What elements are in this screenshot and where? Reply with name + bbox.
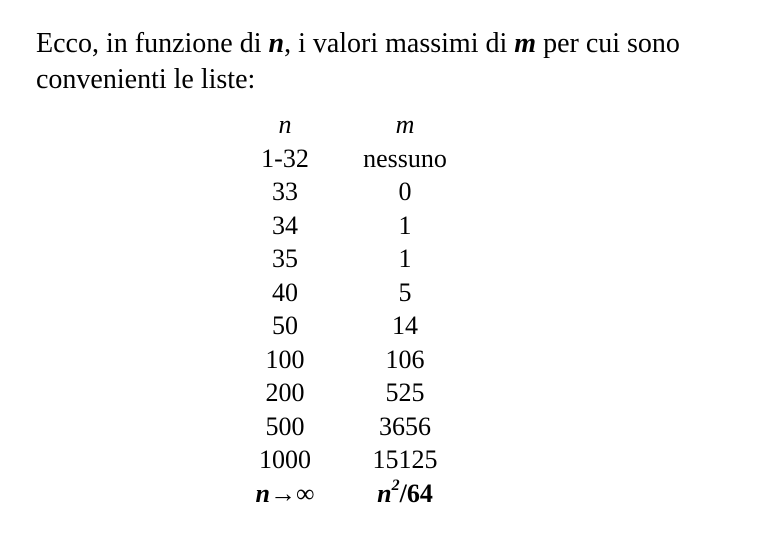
column-n [235, 108, 335, 510]
cell-m-limit [345, 477, 465, 511]
limit-arrow-infinity: →∞ [269, 478, 315, 508]
cell-m-7: 525 [385, 378, 425, 407]
limit-m-rest: /64 [399, 478, 433, 508]
cell-m-1: 0 [398, 177, 412, 206]
cell-m-2: 1 [398, 210, 412, 240]
intro-var-n: n [268, 28, 285, 59]
cell-m-9: 15125 [372, 445, 438, 474]
header-n: n [278, 110, 292, 139]
intro-paragraph [36, 26, 756, 98]
cell-m-4: 5 [398, 277, 412, 307]
cell-n-0: 1-32 [261, 143, 309, 173]
cell-n-2: 34 [272, 210, 298, 240]
cell-n-6: 100 [265, 344, 305, 374]
intro-text-3: per cui sono convenienti le liste: [36, 28, 680, 95]
limit-m-var: n [377, 478, 392, 508]
header-m: m [395, 110, 415, 139]
cell-n-8: 500 [265, 411, 305, 441]
cell-n-3: 35 [272, 244, 298, 273]
cell-m-8: 3656 [379, 411, 431, 441]
cell-n-4: 40 [272, 277, 298, 307]
cell-n-7: 200 [265, 378, 305, 407]
cell-m-0: nessuno [363, 143, 447, 173]
cell-m-3: 1 [398, 244, 412, 273]
cell-n-1: 33 [272, 177, 298, 206]
cell-n-9: 1000 [259, 445, 311, 474]
intro-text-2: , i valori massimi di [284, 28, 515, 59]
column-m [345, 108, 465, 510]
limit-m-exponent: 2 [391, 476, 400, 494]
cell-n-limit [235, 477, 335, 511]
cell-m-5: 14 [392, 311, 418, 340]
intro-var-m: m [514, 28, 537, 59]
intro-text-1: Ecco, in funzione di [36, 28, 269, 59]
cell-m-6: 106 [385, 344, 425, 374]
cell-n-5: 50 [272, 311, 298, 340]
limit-var-n: n [255, 478, 270, 508]
